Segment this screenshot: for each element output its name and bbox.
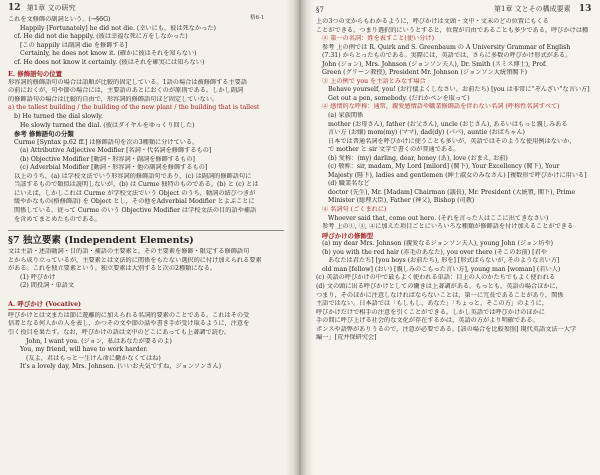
example-line: a) the tallest building / the building of the new plant / the building that is tallest bbox=[8, 104, 260, 112]
sub-heading: 呼びかけの修飾型 bbox=[322, 231, 374, 240]
note-line: 日本では普通名詞を呼びかけに使うことも多いが，英語ではそのような使用例はないか， bbox=[328, 137, 576, 145]
note-line: 参考 上の①, ③, ④に加えた項目ごとにいろいろな種類が修飾語を付け加えることができる bbox=[322, 223, 574, 231]
body-line: Curme [Syntax p.62 ff.] は修飾語句を次の3種類に分けている。 bbox=[14, 138, 199, 146]
list-item: ③ 上の例で you を主語とみなす場合 bbox=[322, 77, 426, 85]
body-line: ことができる。つまり選択的にいうとすると，位置が自由であることも多少である。呼びかけは種 bbox=[316, 26, 589, 34]
body-line: [この happily は副詞 die を修飾する] bbox=[20, 41, 128, 49]
body-line: 当該するもので類似は説明しないが，(b) は Curme 独特のものである。(b) と (c) とは bbox=[14, 181, 259, 189]
list-item: (b) 愛称：(my) darling, dear, honey (あ), love (おまえ, お前) bbox=[328, 154, 508, 162]
body-line: 主語ではない。日本語では「もしもし，あなた」「ちょっと，そこの方」のように， bbox=[316, 300, 549, 308]
body-line: つまり，そのほかに注意しなければならないことは，第一に冗長であることがあり，関係 bbox=[316, 291, 564, 299]
note-line: 参考 上の例では R. Quirk and S. Greenbaum の A University Grammar of English bbox=[322, 43, 571, 51]
example-line: Green (グリーン教授), President Mr. Johnson (ジョンソン大統領閣下) bbox=[322, 69, 528, 77]
body-line: とから成り立っているが，主要素とは文法的に関係をもたない選択的に付け加えられる要素 bbox=[8, 256, 262, 264]
body-line: 以上のうち，(a) は学校文法でいう形容詞的修飾語句であり，(c) は副詞的修飾語句に bbox=[14, 172, 252, 180]
right-page-body bbox=[316, 18, 594, 343]
right-page-header bbox=[494, 5, 591, 14]
body-line: 引く役目を果たす。なお，呼びかけの語は文中のどこにあっても上著調で読む。 bbox=[8, 328, 231, 336]
list-item: ④ 名詞句 (ごくまれに) bbox=[322, 206, 387, 214]
body-line: 緩やかなもの(格修飾語) を Object とし，その他をAdverbial Modifier とよぶことに bbox=[14, 198, 255, 206]
example-line: Minister (総理大臣), Father (神父), Bishop (司教) bbox=[328, 197, 475, 205]
body-line: 呼びかけとは文または節に遊離的に加えられる名詞的要素のことである。これはその受 bbox=[8, 311, 250, 319]
example-line: Majesty (陛下), ladies and gentlemen (紳士淑女のみなさん) [複数形で呼びかけに用いる] bbox=[328, 171, 587, 179]
example-line: あなたは君たち] [you boys (お前たち), 形を] [形式ばらないが, そのような言い方] bbox=[328, 257, 560, 265]
example-line: (a) my dear Mrs. Johnson (親愛なるジョンソン夫人), young John (ジョン坊や) bbox=[322, 240, 554, 248]
list-item: (a) 家族関係 bbox=[328, 112, 364, 120]
list-item: (c) 敬称：sir, madam, My Lord [milord] (閣下), Your Excellency (閣下), Your bbox=[328, 163, 560, 171]
list-item: (c) Adverbial Modifier [動詞・形容詞・他の副詞を修飾するもの] bbox=[20, 164, 208, 172]
list-item: (1) 呼びかけ bbox=[20, 273, 56, 281]
body-line: の前におくが，句や節の場合には，主要語のあとにおくのが原則である。しかし副詞 bbox=[8, 87, 244, 95]
right-page-chapter-title: 第1章 文とその構成要素 bbox=[494, 5, 571, 13]
example-line: Happily [Fortunately] he did not die. (幸いにも，彼は死なかった) bbox=[20, 24, 216, 32]
example-line: doctor (先生), Mr. [Madam] Chairman (議長), Mr. President (大統領, 閣下), Prime bbox=[328, 188, 576, 196]
note-line: (7.31) からとったものである。実際には，英語では，さらに多数の呼びかけ形式がある。 bbox=[322, 52, 572, 60]
body-line: 形容詞的修飾語句の場合は語順が比較的固定している。1語の場合は被修飾する主要語 bbox=[8, 78, 248, 86]
example-line: b) He turned the dial slowly. bbox=[14, 113, 103, 121]
body-line: 呼びかけだけで相手の注意を引くことができる。しかし英語では呼びかけのほかに bbox=[316, 308, 545, 316]
right-page bbox=[304, 0, 600, 475]
example-line: 言い方 (お嬢) mom(my) (ママ), dad(dy) (パパ), auntie (おばちゃん) bbox=[328, 129, 525, 137]
body-line: にいえば，しかしこれは Curme が学校文法でいう Object のうち，動詞の結びつきが bbox=[14, 189, 256, 197]
body-line: 文は主語・述語動詞・目的語・補語の主要素と，その主要素を修飾・限定する修飾語句 bbox=[8, 248, 250, 256]
example-line: (b) you with the red hair (赤毛のあなた), you over there (そこのお前) [君や bbox=[322, 248, 547, 256]
body-line: がある。これを独立要素という。独立要素は大別すると次の2種類になる。 bbox=[8, 265, 217, 273]
right-page-number: 13 bbox=[578, 4, 592, 14]
body-line: ポンスや語弊がありうるので，注意が必要である。[該の場合を比較参照] 現代英語文法一大学 bbox=[316, 325, 577, 333]
subsection-a-heading: A. 呼びかけ (Vocative) bbox=[8, 299, 82, 308]
section-7-title: §7 独立要素 (Independent Elements) bbox=[8, 230, 284, 248]
example-line: old man [fellow] (おい) [親しみのこもった言い方], young man [woman] (若い人) bbox=[322, 265, 561, 273]
example-line: Behave yourself, you! (お行儀よくしなさい。お前たち) [you は非常に“ぞんざい”な言い方] bbox=[328, 86, 590, 94]
body-line: (c) 英語の呼びかけの中で最もよく使われる単語：目上の人のかたちでもよく使われる bbox=[316, 274, 556, 282]
left-page-header bbox=[8, 4, 75, 13]
example-line: John, I want you. (ジョン，私はあなたが要るのよ) bbox=[26, 337, 172, 345]
example-line: John (ジョン), Mrs. Johnson (ジョンソン夫人), Dr. Smith (スミス博士), Prof. bbox=[322, 60, 547, 68]
list-item: (2) 間投詞・単語文 bbox=[20, 282, 75, 290]
left-page bbox=[0, 0, 296, 475]
left-page-number: 12 bbox=[8, 3, 21, 13]
body-line: 的修飾語句の場合は比較的自由で，形容詞的修飾語句ほど固定していない。 bbox=[8, 95, 219, 103]
body-line: 関係している。従って Curme のいう Objective Modifier は学校文法の目的語や補語 bbox=[14, 207, 257, 215]
body-line: 手の間に呼び上げる社会的な文化が存在するかは，英語の方がより明確である。 bbox=[316, 317, 539, 325]
section-e-heading: E. 修飾語句の位置 bbox=[8, 70, 63, 79]
body-line: 信者となる何人かの人を表し，かつその文や節の話や書き手が受け取るように，注意を bbox=[8, 320, 250, 328]
example-line: Certainly, he does not know it. (確かに彼はそれを知らない) bbox=[20, 50, 197, 58]
body-line: を含めてまとめたものである。 bbox=[14, 215, 101, 223]
left-page-chapter-title: 第1章 文の研究 bbox=[26, 4, 76, 12]
body-line: (d) 文の頭に出る呼びかけとしての働きは上著調がある。もっとも，英語の場合ほかに， bbox=[316, 282, 562, 290]
left-page-body bbox=[8, 16, 284, 372]
body-line: 上の3つの文からもわかるように，呼びかけは文頭・文中・文末のどの位置にもくる bbox=[316, 18, 549, 25]
list-item: (a) Attributive Adjective Modifier [名詞・代名詞を修飾するもの] bbox=[20, 147, 212, 155]
note-line: で mother と sir 文字で書くのが普通である。 bbox=[328, 146, 460, 154]
note-heading: 参考 修飾語句の分類 bbox=[14, 130, 74, 139]
example-line: cf. He did not die happily. (彼は幸福な死に方をしなかった) bbox=[14, 33, 188, 41]
example-line: mother (お母さん), father (お父さん), uncle (おじさん), あるいはもっと親しみある bbox=[328, 120, 568, 128]
list-item: ② 第一の名詞：姓を表すこと(使い分け) bbox=[322, 35, 434, 43]
example-line: He slowly turned the dial. (彼はダイヤルをゆっくり回した) bbox=[20, 121, 195, 129]
example-line: (友よ，君はもっと一生けん命に働かなくてはね) bbox=[26, 354, 161, 362]
body-line: 編一」[荒井保研究会] bbox=[316, 334, 377, 342]
left-page-margin-note: 格6-1 bbox=[250, 15, 265, 21]
list-item: (b) Objective Modifier [動詞・形容詞・副詞を修飾するもの] bbox=[20, 155, 195, 163]
example-line: Get out a pen, somebody. (だれかペンを取って) bbox=[328, 94, 470, 102]
list-item: (d) 職業名など bbox=[328, 180, 370, 188]
example-line: It's a lovely day, Mrs. Johnson. (いいお天気ですね，ジョンソンさん) bbox=[20, 363, 222, 371]
right-page-section-marker: §7 bbox=[316, 6, 324, 14]
body-line: これを文修飾の副詞という。(→§6G) bbox=[8, 16, 111, 23]
example-line: cf. He does not know it certainly. (彼はそれを確実には知らない) bbox=[14, 58, 205, 66]
list-item: ④ 感情的な呼称：通常，親愛感情語や職業修飾語を伴わない名詞 (呼称性名詞すべて) bbox=[322, 103, 560, 111]
example-line: You, my friend, will have to work harder. bbox=[20, 346, 148, 354]
example-line: Whoever said that, come out here. (それを言った人はここに出てきなさい) bbox=[328, 214, 549, 222]
book-gutter bbox=[292, 0, 308, 475]
